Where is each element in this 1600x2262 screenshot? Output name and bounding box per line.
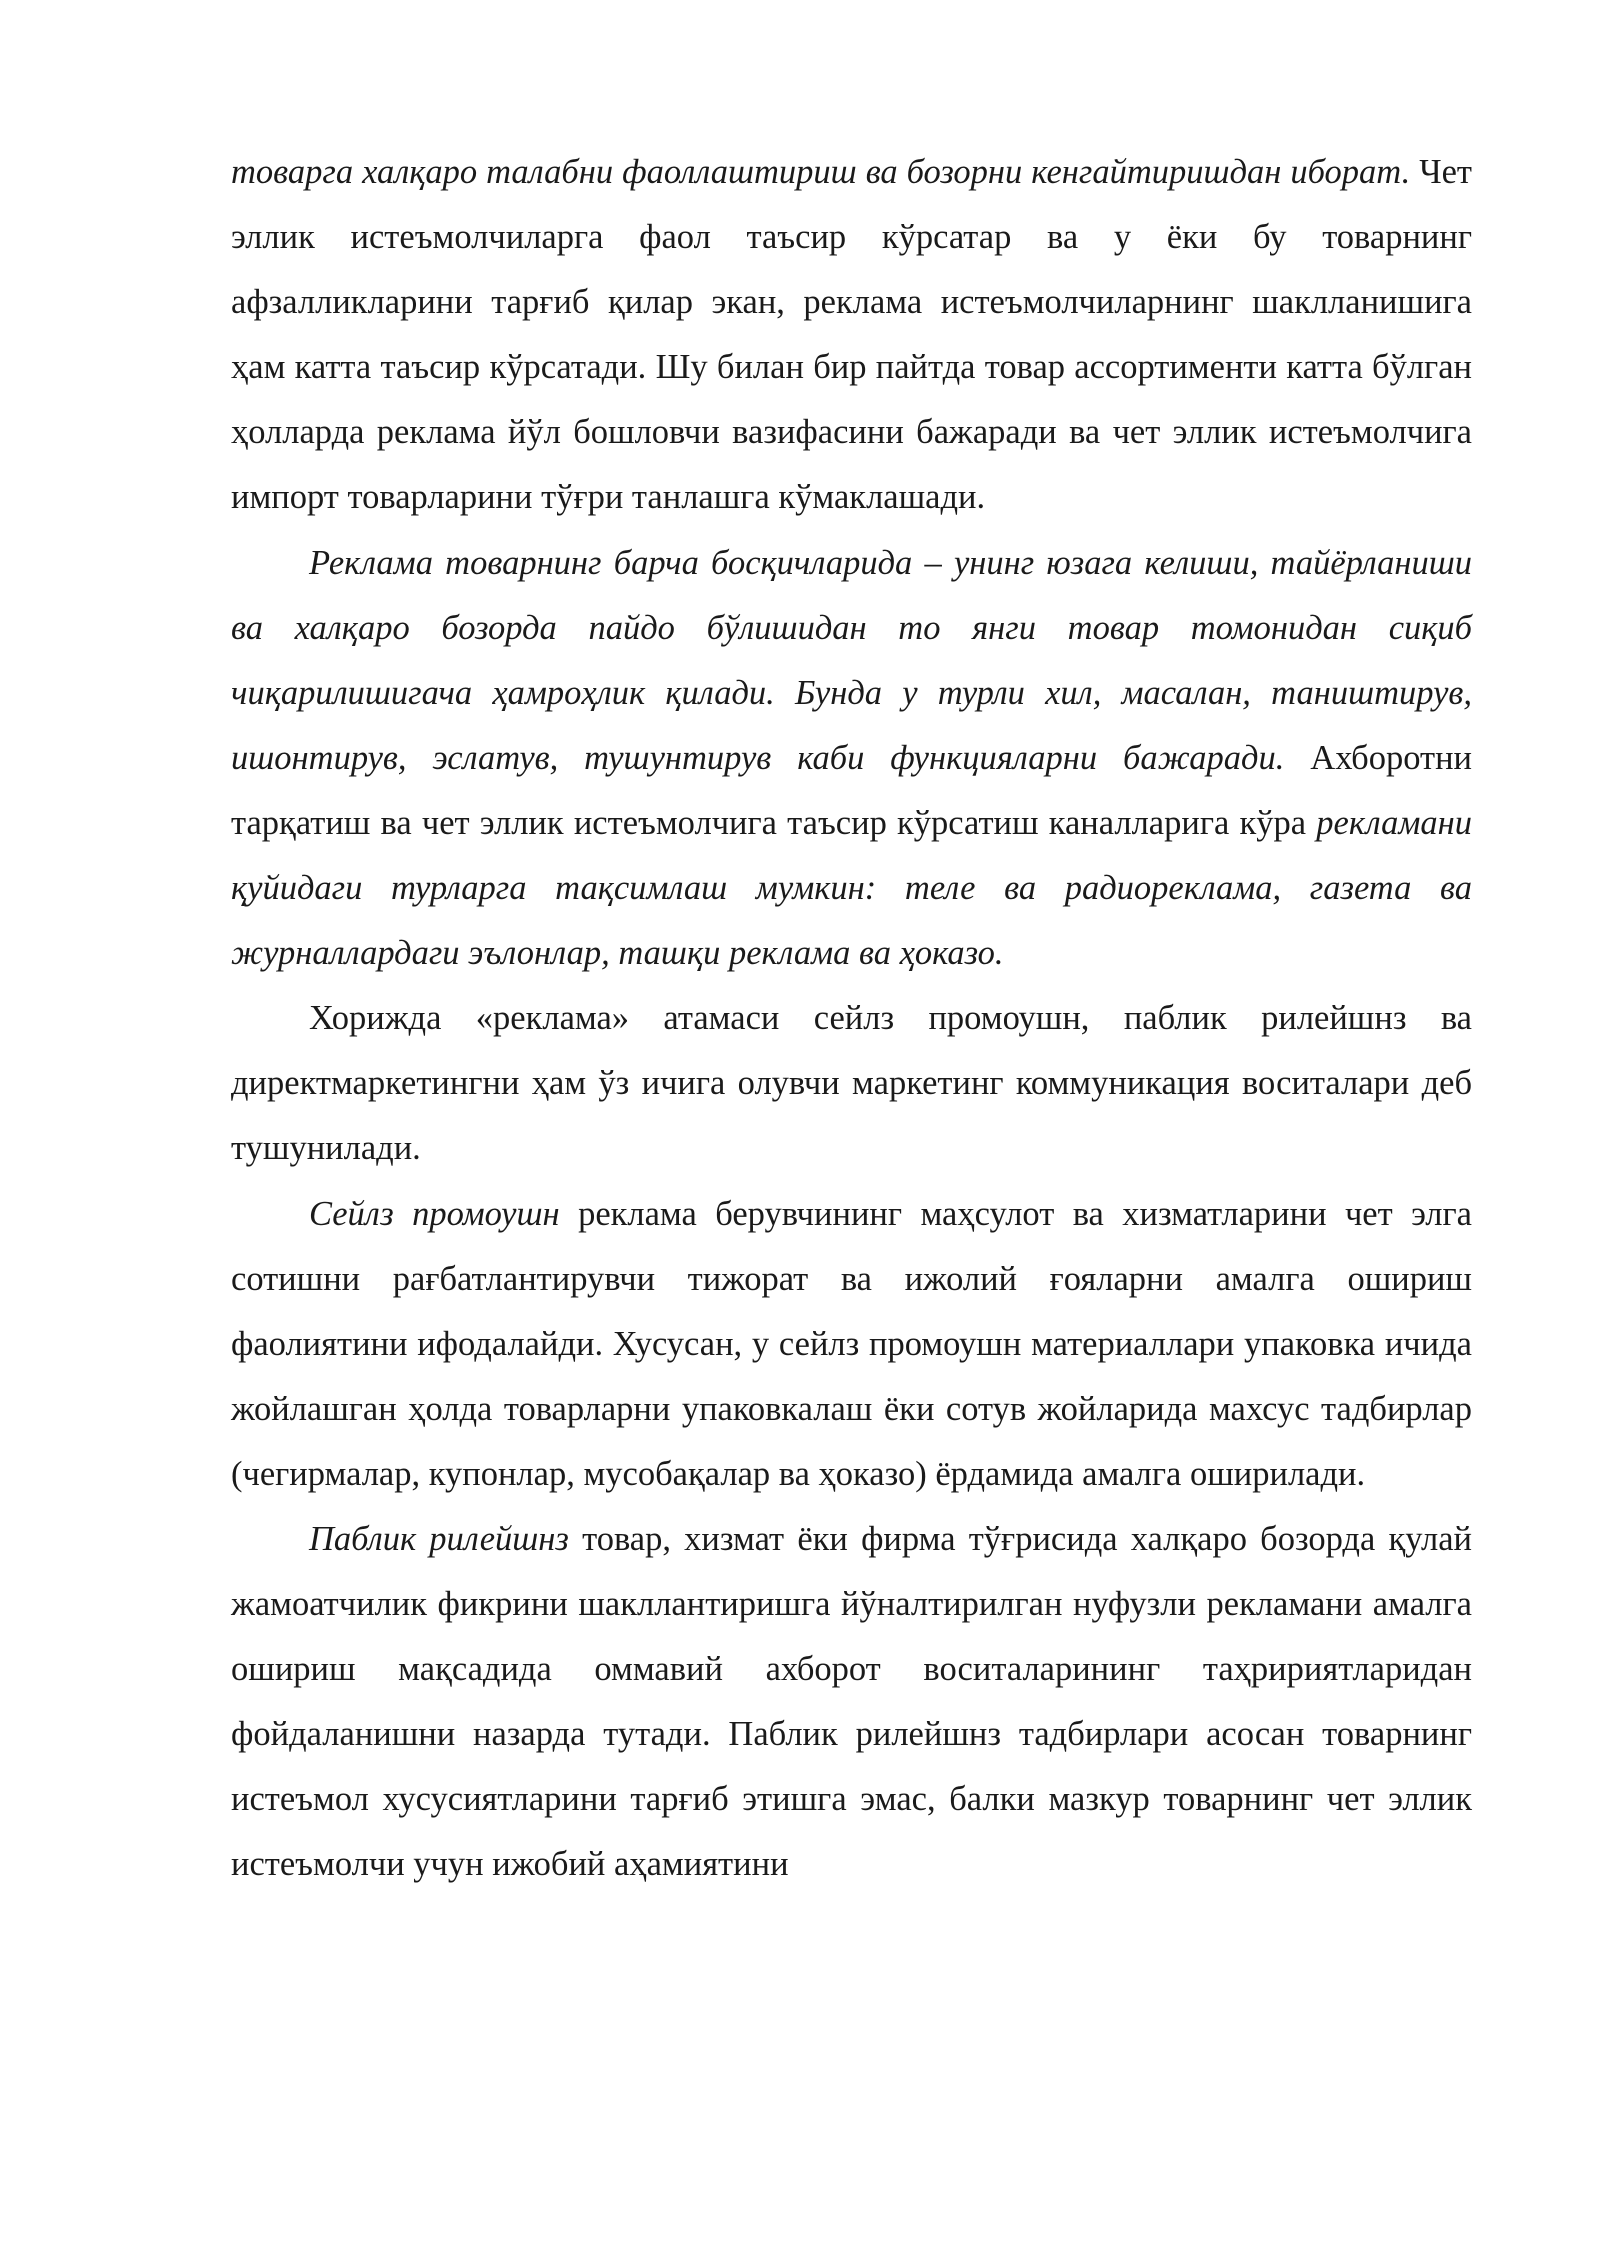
paragraph-2-italic-run-2: рекламани қуйидаги турларга тақсимлаш мумкин: теле ва радиореклама, газета ва журналлардаги эълонлар, ташқи реклама ва ҳоказо. (231, 803, 1472, 973)
paragraph-4-text-run: реклама берувчининг маҳсулот ва хизматларини чет элга сотишни рағбатлантирувчи тижорат ва ижолий ғояларни амалга ошириш фаолиятини ифодалайди. Хусусан, у сейлз промоушн материаллари упаковка ичида жойлашган ҳолда товарларни упаковкалаш ёки сотув жойларида махсус тадбирлар (чегирмалар, купонлар, мусобақалар ва ҳоказо) ёрдамида амалга оширилади. (231, 1194, 1472, 1493)
paragraph-1 (231, 140, 1472, 531)
paragraph-4 (231, 1182, 1472, 1507)
paragraph-4-italic-run: Сейлз промоушн (309, 1194, 560, 1233)
paragraph-2 (231, 531, 1472, 987)
paragraph-1-italic-run: товарга халқаро талабни фаоллаштириш ва бозорни кенгайтиришдан иборат. (231, 153, 1411, 191)
paragraph-2-text-run: Ахборотни тарқатиш ва чет эллик истеъмолчига таъсир кўрсатиш каналларига кўра (231, 738, 1472, 842)
paragraph-5-italic-run: Паблик рилейшнз (309, 1519, 569, 1558)
paragraph-5-text-run: товар, хизмат ёки фирма тўғрисида халқаро бозорда қулай жамоатчилик фикрини шакллантиришга йўналтирилган нуфузли рекламани амалга ошириш мақсадида оммавий ахборот воситаларининг таҳририятларидан фойдаланишни назарда тутади. Паблик рилейшнз тадбирлари асосан товарнинг истеъмол хусусиятларини тарғиб этишга эмас, балки мазкур товарнинг чет эллик истеъмолчи учун ижобий аҳамиятини (231, 1519, 1472, 1884)
paragraph-3 (231, 986, 1472, 1181)
paragraph-3-text-run: Хорижда «реклама» атамаси сейлз промоушн, паблик рилейшнз ва директмаркетингни ҳам ўз ичига олувчи маркетинг коммуникация воситалари деб тушунилади. (231, 999, 1472, 1168)
paragraph-5 (231, 1507, 1472, 1898)
paragraph-1-text-run: Чет эллик истеъмолчиларга фаол таъсир кўрсатар ва у ёки бу товарнинг афзалликларини тарғиб қилар экан, реклама истеъмолчиларнинг шаклланишига ҳам катта таъсир кўрсатади. Шу билан бир пайтда товар ассортименти катта бўлган ҳолларда реклама йўл бошловчи вазифасини бажаради ва чет эллик истеъмолчига импорт товарларини тўғри танлашга кўмаклашади. (231, 153, 1473, 517)
document-page (231, 140, 1472, 1898)
paragraph-2-italic-run: Реклама товарнинг барча босқичларида – унинг юзага келиши, тайёрланиши ва халқаро бозорда пайдо бўлишидан то янги товар томонидан сиқиб чиқарилишигача ҳамроҳлик қилади. Бунда у турли хил, масалан, таништирув, ишонтирув, эслатув, тушунтирув каби функцияларни бажаради. (231, 543, 1472, 777)
